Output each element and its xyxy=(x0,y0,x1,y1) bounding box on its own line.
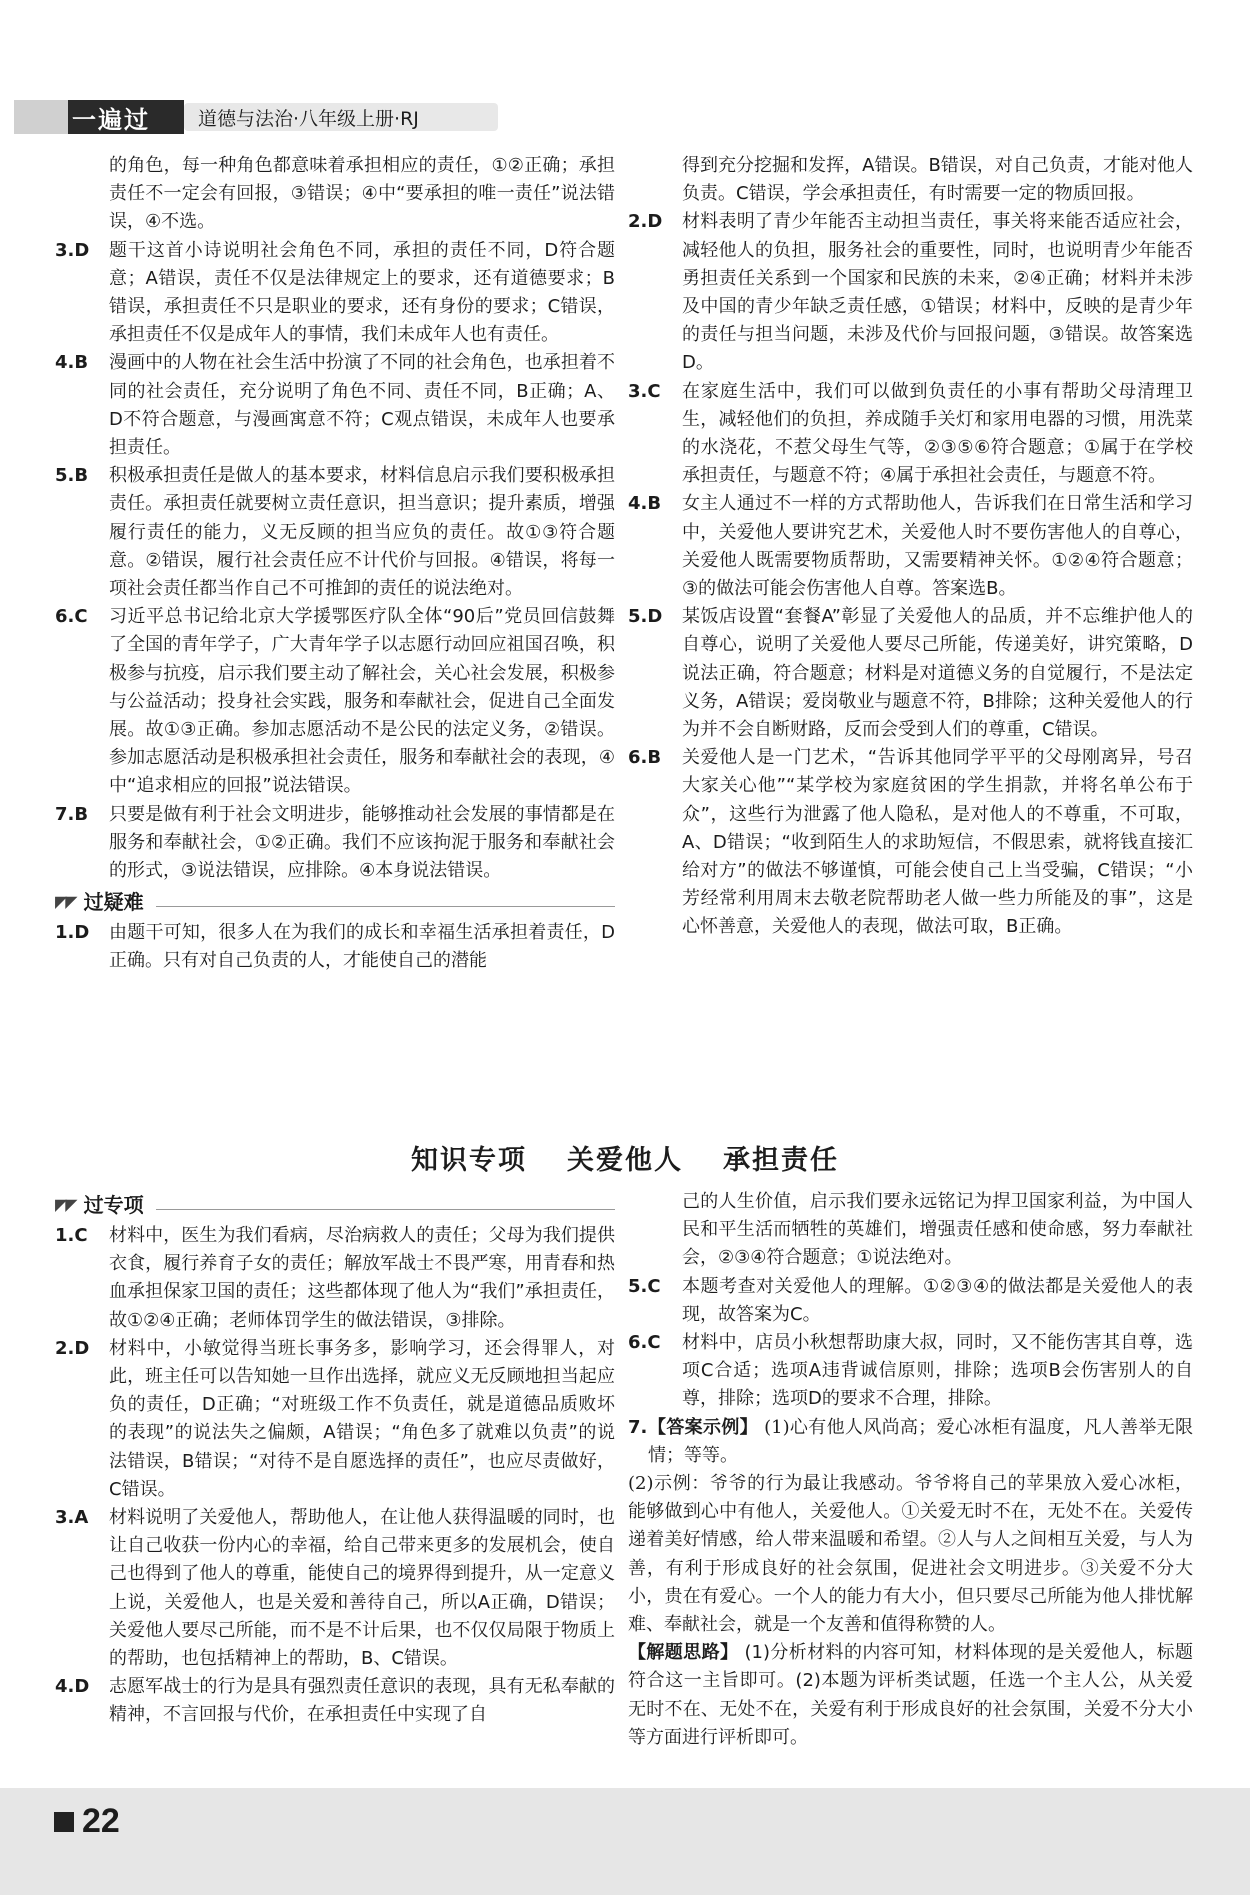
answer-text: 材料中，医生为我们看病，尽治病救人的责任；父母为我们提供衣食，履行养育子女的责任；解放军战士不畏严寒，用青春和热血承担保家卫国的责任；这些都体现了他人为“我们”承担责任，故①②④正确；老师体罚学生的做法错误，③排除。 xyxy=(109,1225,615,1331)
answer-number: 3.A xyxy=(55,1507,89,1529)
answer-item xyxy=(55,603,615,800)
answer-item xyxy=(628,1414,1193,1470)
page-marker-icon xyxy=(54,1812,74,1832)
title-part: 知识专项 xyxy=(411,1145,527,1176)
continuation-text: 得到充分挖掘和发挥，A错误。B错误，对自己负责，才能对他人负责。C错误，学会承担责任，有时需要一定的物质回报。 xyxy=(682,155,1193,205)
answer-item xyxy=(55,801,615,886)
answer-text: 在家庭生活中，我们可以做到负责任的小事有帮助父母清理卫生，减轻他们的负担，养成随手关灯和家用电器的习惯，用洗菜的水浇花，不惹父母生气等，②③⑤⑥符合题意；①属于在学校承担责任，与题意不符；④属于承担社会责任，与题意不符。 xyxy=(682,380,1193,487)
section-heading xyxy=(55,1190,615,1220)
answer-number: 2.D xyxy=(55,1337,90,1359)
continuation-text: 的角色，每一种角色都意味着承担相应的责任，①②正确；承担责任不一定会有回报，③错误；④中“要承担的唯一责任”说法错误，④不选。 xyxy=(109,155,615,233)
answer-text: 女主人通过不一样的方式帮助他人，告诉我们在日常生活和学习中，关爱他人要讲究艺术，关爱他人时不要伤害他人的自尊心，关爱他人既需要物质帮助，又需要精神关怀。①②④符合题意；③的做法可能会伤害他人自尊。答案选B。 xyxy=(682,493,1193,600)
section-mark-icon: ◤◤ xyxy=(55,1194,76,1214)
answer-text: 材料中，小敏觉得当班长事务多，影响学习，还会得罪人，对此，班主任可以告知她一旦作出选择，就应义无反顾地担当起应负的责任，D正确；“对班级工作不负责任，就是道德品质败坏的表现”的说法失之偏颇，A错误；“角色多了就难以负责”的说法错误，B错误；“对待不是自愿选择的责任”，也应尽责做好，C错误。 xyxy=(109,1337,615,1500)
section-title: 过专项 xyxy=(83,1192,144,1217)
answer-number: 3.D xyxy=(55,239,90,261)
brand-mark-icon xyxy=(14,100,68,134)
answer-text: 题干这首小诗说明社会角色不同，承担的责任不同，D符合题意；A错误，责任不仅是法律规定上的要求，还有道德要求；B错误，承担责任不只是职业的要求，还有身份的要求；C错误，承担责任不仅是成年人的事情，我们未成年人也有责任。 xyxy=(109,239,615,346)
bottom-right-column xyxy=(628,1188,1193,1752)
section-divider xyxy=(156,1209,615,1210)
answer-number: 2.D xyxy=(628,211,663,233)
example-answer-2: (2)示例：爷爷的行为最让我感动。爷爷将自己的苹果放入爱心冰柜，能够做到心中有他人，关爱他人。①关爱无时不在，无处不在。关爱传递着美好情感，给人带来温暖和希望。②人与人之间相互关爱，与人为善，有利于形成良好的社会氛围，促进社会文明进步。③关爱不分大小，贵在有爱心。一个人的能力有大小，但只要尽己所能为他人排忧解难、奉献社会，就是一个友善和值得称赞的人。 xyxy=(628,1473,1193,1636)
answer-number: 6.C xyxy=(628,1332,661,1354)
answer-item xyxy=(55,462,615,603)
answer-number: 1.D xyxy=(55,922,90,944)
idea-block xyxy=(628,1639,1193,1752)
answer-text: 某饭店设置“套餐A”彰显了关爱他人的品质，并不忘维护他人的自尊心，说明了关爱他人要尽己所能，传递美好，讲究策略，D说法正确，符合题意；材料是对道德义务的自觉履行，不是法定义务，A错误；爱岗敬业与题意不符，B排除；这种关爱他人的行为并不会自断财路，反而会受到人们的尊重，C错误。 xyxy=(682,606,1193,741)
answer-item xyxy=(628,1329,1193,1414)
answer-item xyxy=(55,349,615,462)
answer-number: 6.B xyxy=(628,747,662,769)
idea-text: (1)分析材料的内容可知，材料体现的是关爱他人，标题符合这一主旨即可。(2)本题为评析类试题，任选一个主人公，从关爱无时不在、无处不在，关爱有利于形成良好的社会氛围，关爱不分大小等方面进行评析即可。 xyxy=(628,1642,1193,1748)
answer-item xyxy=(55,919,615,975)
page-title xyxy=(0,1138,1250,1177)
title-part: 关爱他人 xyxy=(567,1145,683,1176)
example-answer-1: (1)心有他人风尚高；爱心冰柜有温度，凡人善举无限情；等等。 xyxy=(648,1416,1193,1466)
answer-text: 关爱他人是一门艺术，“告诉其他同学平平的父母刚离异，号召大家关心他”“某学校为家庭贫困的学生捐款，并将名单公布于众”，这些行为泄露了他人隐私，是对他人的不尊重，不可取，A、D错误；“收到陌生人的求助短信，不假思索，就将钱直接汇给对方”的做法不够谨慎，可能会使自己上当受骗，C错误；“小芳经常利用周末去敬老院帮助老人做一些力所能及的事”，这是心怀善意，关爱他人的表现，做法可取，B正确。 xyxy=(682,747,1193,938)
answer-text: 漫画中的人物在社会生活中扮演了不同的社会角色，也承担着不同的社会责任，充分说明了角色不同、责任不同，B正确；A、D不符合题意，与漫画寓意不符；C观点错误，未成年人也要承担责任。 xyxy=(109,352,615,459)
answer-item xyxy=(55,1504,615,1673)
answer-text: 材料表明了青少年能否主动担当责任，事关将来能否适应社会，减轻他人的负担，服务社会的重要性，同时，也说明青少年能否勇担责任关系到一个国家和民族的未来，②④正确；材料并未涉及中国的青少年缺乏责任感，①错误；材料中，反映的是青少年的责任与担当问题，未涉及代价与回报问题，③错误。故答案选D。 xyxy=(682,211,1193,374)
answer-number: 4.B xyxy=(628,493,662,515)
answer-text: 志愿军战士的行为是具有强烈责任意识的表现，具有无私奉献的精神，不言回报与代价，在承担责任中实现了自 xyxy=(109,1676,615,1726)
answer-item xyxy=(628,378,1193,491)
section-title: 过疑难 xyxy=(83,890,144,915)
title-part: 承担责任 xyxy=(723,1145,839,1176)
answer-item xyxy=(55,1335,615,1504)
answer-item xyxy=(55,1222,615,1335)
answer-number: 5.C xyxy=(628,1275,661,1297)
answer-text: 只要是做有利于社会文明进步，能够推动社会发展的事情都是在服务和奉献社会，①②正确。我们不应该拘泥于服务和奉献社会的形式，③说法错误，应排除。④本身说法错误。 xyxy=(109,803,615,882)
answer-number: 3.C xyxy=(628,380,661,402)
answer-text: 习近平总书记给北京大学援鄂医疗队全体“90后”党员回信鼓舞了全国的青年学子，广大青年学子以志愿行动回应祖国召唤，积极参与抗疫，启示我们要主动了解社会，关心社会发展，积极参与公益活动；投身社会实践，服务和奉献社会，促进自己全面发展。故①③正确。参加志愿活动不是公民的法定义务，②错误。参加志愿活动是积极承担社会责任，服务和奉献社会的表现，④中“追求相应的回报”说法错误。 xyxy=(109,606,615,797)
top-right-column xyxy=(628,152,1193,942)
top-left-column xyxy=(55,152,615,976)
example-label: 【答案示例】 xyxy=(648,1416,759,1438)
answer-text xyxy=(648,1414,1193,1470)
page-footer xyxy=(0,1788,1250,1895)
section-mark-icon: ◤◤ xyxy=(55,892,76,912)
answer-number: 4.B xyxy=(55,352,89,374)
answer-number: 4.D xyxy=(55,1676,90,1698)
answer-number: 6.C xyxy=(55,606,88,628)
answer-number: 1.C xyxy=(55,1225,88,1246)
page-header xyxy=(0,0,1250,135)
continuation-text: 己的人生价值，启示我们要永远铭记为捍卫国家利益，为中国人民和平生活而牺牲的英雄们，增强责任感和使命感，努力奉献社会，②③④符合题意；①说法绝对。 xyxy=(682,1191,1193,1269)
answer-item xyxy=(628,603,1193,744)
idea-label: 【解题思路】 xyxy=(628,1642,739,1664)
answer-text: 材料说明了关爱他人，帮助他人，在让他人获得温暖的同时，也让自己收获一份内心的幸福，给自己带来更多的发展机会，使自己也得到了他人的尊重，能使自己的境界得到提升，从一定意义上说，关爱他人，也是关爱和善待自己，所以A正确，D错误；关爱他人要尽己所能，而不是不计后果，也不仅仅局限于物质上的帮助，也包括精神上的帮助，B、C错误。 xyxy=(109,1507,615,1670)
answer-item xyxy=(628,208,1193,377)
subject-label: 道德与法治·八年级上册·RJ xyxy=(184,103,498,131)
brand-logo: 一遍过 xyxy=(14,100,184,134)
answer-item xyxy=(628,744,1193,941)
answer-text: 材料中，店员小秋想帮助康大叔，同时，又不能伤害其自尊，选项C合适；选项A违背诚信原则，排除；选项B会伤害别人的自尊，排除；选项D的要求不合理，排除。 xyxy=(682,1332,1193,1410)
answer-item xyxy=(628,490,1193,603)
section-heading xyxy=(55,887,615,917)
answer-text: 本题考查对关爱他人的理解。①②③④的做法都是关爱他人的表现，故答案为C。 xyxy=(682,1275,1193,1325)
answer-item xyxy=(55,237,615,350)
answer-text: 积极承担责任是做人的基本要求，材料信息启示我们要积极承担责任。承担责任就要树立责任意识，担当意识；提升素质，增强履行责任的能力，义无反顾的担当应负的责任。故①③符合题意。②错误，履行社会责任应不计代价与回报。④错误，将每一项社会责任都当作自己不可推卸的责任的说法绝对。 xyxy=(109,465,615,600)
answer-number: 5.D xyxy=(628,606,663,628)
page-number: 22 xyxy=(82,1802,120,1840)
answer-number: 7. xyxy=(628,1416,648,1438)
answer-number: 7.B xyxy=(55,803,89,825)
answer-number: 5.B xyxy=(55,465,89,487)
bottom-left-column xyxy=(55,1188,615,1730)
section-divider xyxy=(156,906,615,907)
answer-item xyxy=(628,1273,1193,1329)
answer-item xyxy=(55,1673,615,1729)
answer-text: 由题干可知，很多人在为我们的成长和幸福生活承担着责任，D正确。只有对自己负责的人，才能使自己的潜能 xyxy=(109,922,615,972)
